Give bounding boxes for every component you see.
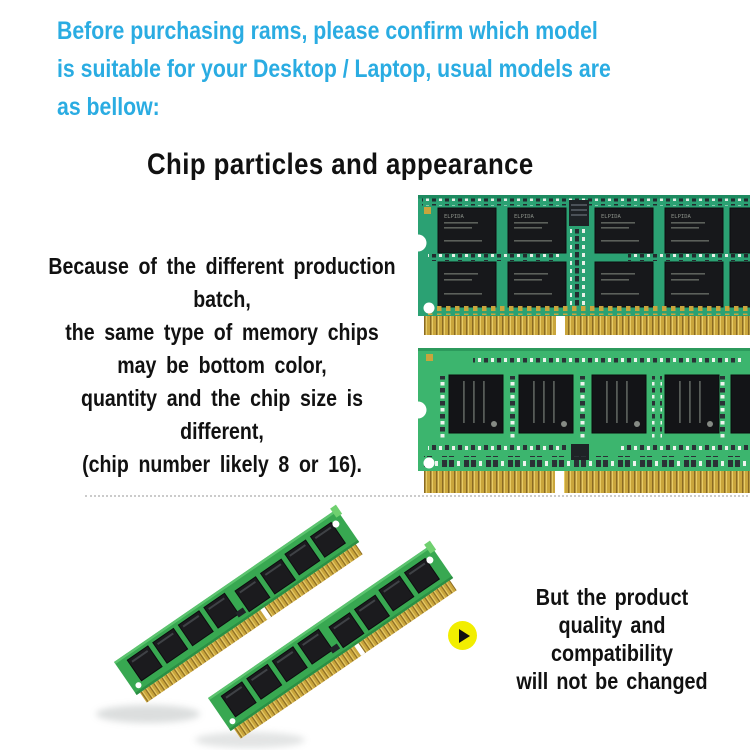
intro-note	[57, 12, 611, 126]
intro-note-line: Before purchasing rams, please confirm which model	[57, 17, 598, 45]
explanation-line: the same type of memory chips	[65, 319, 379, 345]
svg-text:ELPIDA: ELPIDA	[671, 214, 691, 220]
laptop-ram-photo-2	[418, 348, 750, 493]
play-triangle	[459, 629, 470, 643]
quality-note-line: will not be changed	[516, 668, 708, 694]
svg-text:ELPIDA: ELPIDA	[444, 214, 464, 220]
quality-note-line: quality and compatibility	[550, 612, 673, 666]
section-title: Chip particles and appearance	[147, 148, 534, 181]
explanation-line: Because of the different production batch,	[48, 253, 396, 312]
intro-note-line: is suitable for your Desktop / Laptop, usual models are	[57, 55, 611, 83]
play-icon	[448, 621, 477, 650]
intro-note-line: as bellow:	[57, 93, 160, 121]
explanation-line: quantity and the chip size is different,	[81, 385, 363, 444]
svg-text:ELPIDA: ELPIDA	[601, 214, 621, 220]
quality-note-line: But the product	[535, 584, 689, 610]
svg-text:ELPIDA: ELPIDA	[514, 214, 534, 220]
explanation-line: (chip number likely 8 or 16).	[82, 451, 362, 477]
laptop-ram-photo-1	[418, 195, 750, 335]
explanation-note	[38, 250, 405, 481]
dotted-divider	[85, 495, 748, 497]
memory-chips	[449, 375, 750, 433]
quality-note	[497, 583, 727, 695]
desktop-ram-photo	[90, 502, 470, 750]
explanation-line: may be bottom color,	[117, 352, 327, 378]
